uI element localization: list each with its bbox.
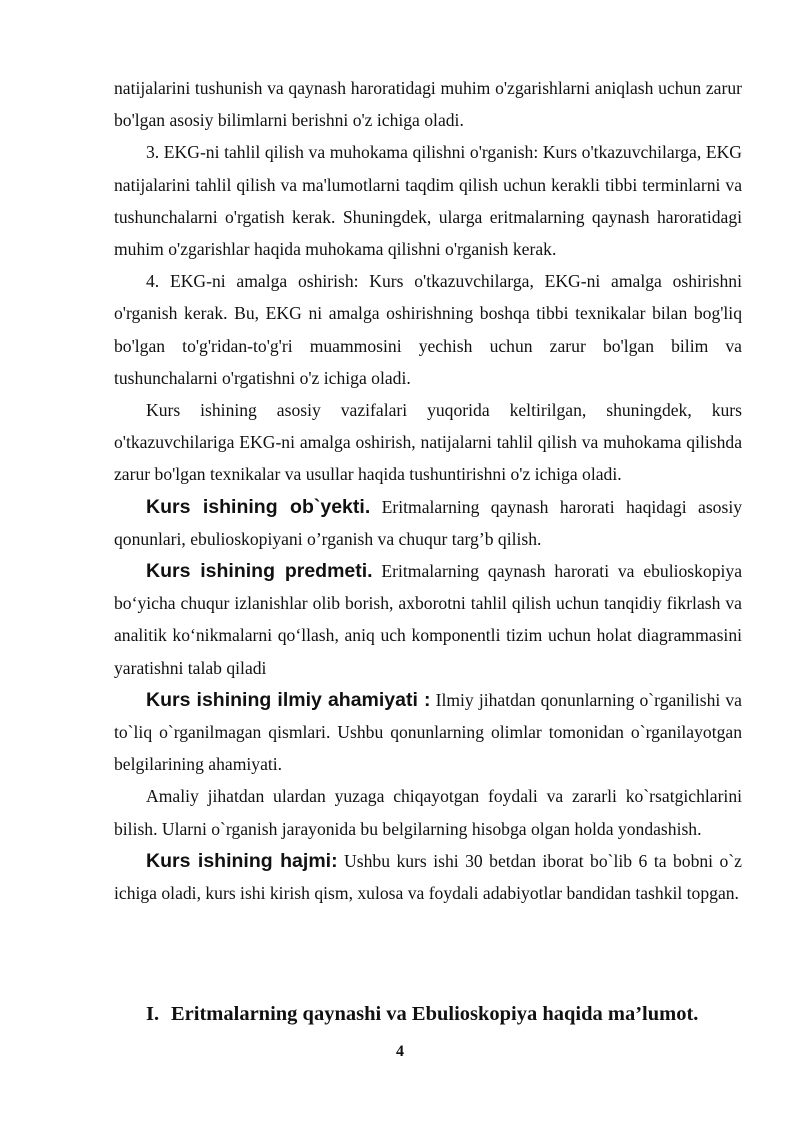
paragraph-lead: Kurs ishining hajmi: <box>146 849 338 872</box>
paragraph-lead: Kurs ishining ob`yekti. <box>146 495 371 518</box>
paragraph-item-3 <box>114 136 742 265</box>
paragraph-volume <box>114 845 742 909</box>
paragraph-text: Ilmiy jihatdan qonunlarning o`rganilishi va to`liq o`rganilmagan qismlari. Ushbu qonunlarning olimlar tomonidan o`rganilayotgan belgilarining ahamiyati. <box>114 689 742 775</box>
paragraph-text: natijalarini tushunish va qaynash haroratidagi muhim o'zgarishlarni aniqlash uchun zarur bo'lgan asosiy bilimlarni berishni o'z ichiga oladi. <box>114 78 742 131</box>
paragraph-subject <box>114 555 742 684</box>
paragraph-text: 4. EKG-ni amalga oshirish: Kurs o'tkazuvchilarga, EKG-ni amalga oshirishni o'rganish kerak. Bu, EKG ni amalga oshirishning boshqa tibbi texnikalar bilan bog'liq bo'lgan to'g'ridan-to'g'ri muammosini yechish uchun zarur bo'lgan bilim va tushunchalarni o'rgatishni o'z ichiga oladi. <box>114 271 742 388</box>
section-heading <box>146 998 766 1030</box>
paragraph-significance <box>114 684 742 781</box>
paragraph-text: Ushbu kurs ishi 30 betdan iborat bo`lib 6 ta bobni o`z ichiga oladi, kurs ishi kirish qism, xulosa va foydali adabiyotlar bandidan tashkil topgan. <box>114 850 742 904</box>
paragraph-text: Eritmalarning qaynash harorati va ebulioskopiya bo‘yicha chuqur izlanishlar olib borish, axborotni tahlil qilish uchun tanqidiy fikrlash va analitik ko‘nikmalarni qo‘llash, aniq uch komponentli tizim uchun holat diagrammasini yaratishni talab qiladi <box>114 561 742 678</box>
paragraph-lead: Kurs ishining ilmiy ahamiyati : <box>146 688 431 711</box>
body-text <box>114 72 742 909</box>
page-number: 4 <box>396 1043 404 1060</box>
paragraph-practical <box>114 780 742 844</box>
paragraph-text: Eritmalarning qaynash harorati haqidagi asosiy qonunlari, ebulioskopiyani o’rganish va chuqur targ’b qilish. <box>114 496 742 549</box>
section-title: Eritmalarning qaynashi va Ebulioskopiya haqida ma’lumot. <box>171 1003 699 1025</box>
paragraph-tasks-summary <box>114 394 742 491</box>
section-number: I. <box>146 1003 160 1025</box>
paragraph-item-4 <box>114 265 742 394</box>
paragraph-text: 3. EKG-ni tahlil qilish va muhokama qilishni o'rganish: Kurs o'tkazuvchilarga, EKG natijalarini tahlil qilish va ma'lumotlarni taqdim qilish uchun kerakli tibbi terminlarni va tushunchalarni o'rgatish kerak. Shuningdek, ularga eritmalarning qaynash haroratidagi muhim o'zgarishlar haqida muhokama qilishni o'rganish kerak. <box>114 142 742 260</box>
paragraph-continuation <box>114 72 742 136</box>
paragraph-text: Kurs ishining asosiy vazifalari yuqorida keltirilgan, shuningdek, kurs o'tkazuvchilariga EKG-ni amalga oshirish, natijalarni tahlil qilish va muhokama qilishda zarur bo'lgan texnikalar va usullar haqida tushuntirishni o'z ichiga oladi. <box>114 400 742 485</box>
paragraph-lead: Kurs ishining predmeti. <box>146 560 373 583</box>
paragraph-text: Amaliy jihatdan ulardan yuzaga chiqayotgan foydali va zararli ko`rsatgichlarini bilish. Ularni o`rganish jarayonida bu belgilarning hisobga olgan holda yondashish. <box>114 786 742 839</box>
paragraph-object <box>114 491 742 555</box>
